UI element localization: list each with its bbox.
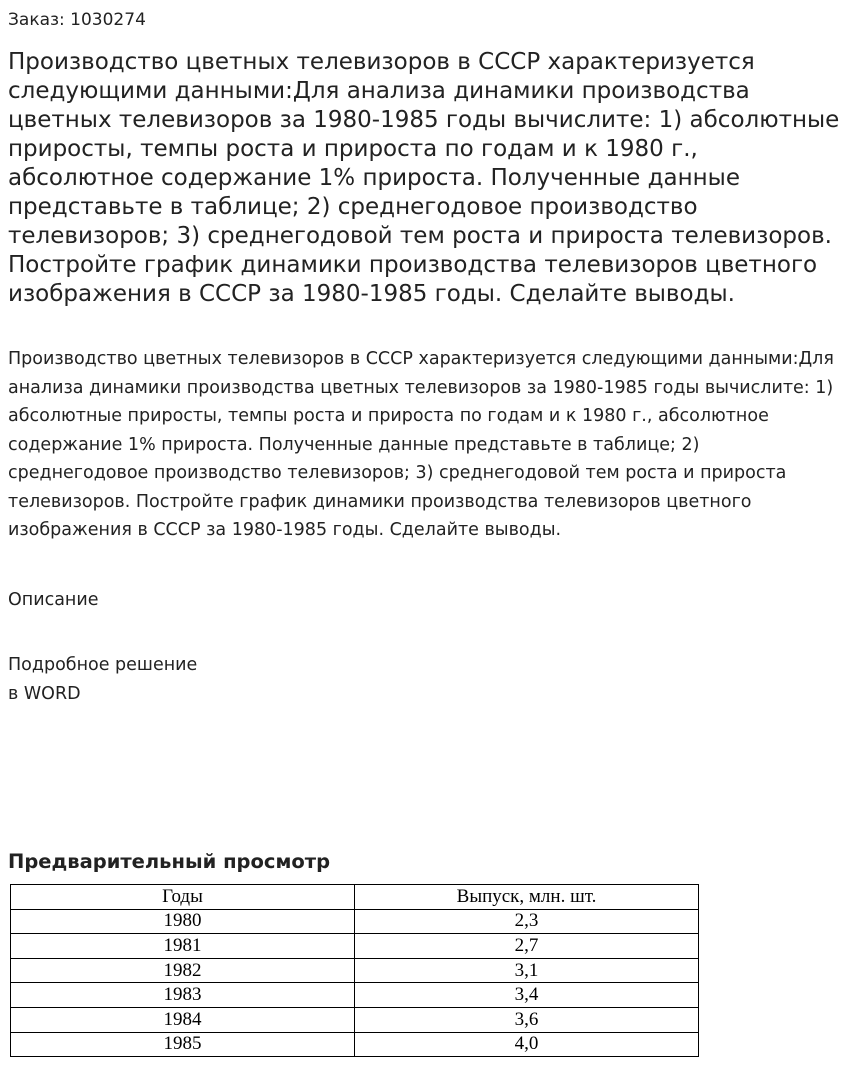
table-cell-year: 1985 bbox=[11, 1032, 355, 1057]
table-cell-output: 4,0 bbox=[355, 1032, 699, 1057]
table-header-output: Выпуск, млн. шт. bbox=[355, 885, 699, 910]
table-cell-output: 2,7 bbox=[355, 934, 699, 959]
table-row bbox=[11, 1007, 699, 1032]
task-title: Производство цветных телевизоров в СССР характеризуется следующими данными:Для анализа динамики производства цветных телевизоров за 1980-1985 годы вычислите: 1) абсолютные приросты, темпы роста и прироста по годам и к 1980 г., абсолютное содержание 1% прироста. Полученные данные представьте в таблице; 2) среднегодовое производство телевизоров; 3) среднегодовой тем роста и прироста телевизоров. Постройте график динамики производства телевизоров цветного изображения в СССР за 1980-1985 годы. Сделайте выводы. bbox=[8, 49, 840, 307]
table-cell-output: 3,4 bbox=[355, 983, 699, 1008]
table-cell-output: 3,6 bbox=[355, 1007, 699, 1032]
table-cell-year: 1981 bbox=[11, 934, 355, 959]
table-cell-year: 1980 bbox=[11, 909, 355, 934]
table-row bbox=[11, 909, 699, 934]
preview-table bbox=[10, 884, 699, 1057]
table-cell-year: 1982 bbox=[11, 958, 355, 983]
solution-line-2: в WORD bbox=[8, 683, 81, 704]
description-section-label: Описание bbox=[8, 590, 99, 610]
table-cell-output: 3,1 bbox=[355, 958, 699, 983]
solution-line-1: Подробное решение bbox=[8, 655, 198, 675]
preview-heading: Предварительный просмотр bbox=[8, 850, 331, 873]
table-cell-year: 1984 bbox=[11, 1007, 355, 1032]
order-number: Заказ: 1030274 bbox=[8, 10, 146, 30]
table-row bbox=[11, 958, 699, 983]
solution-format bbox=[8, 651, 197, 708]
table-cell-year: 1983 bbox=[11, 983, 355, 1008]
table-row bbox=[11, 983, 699, 1008]
task-description: Производство цветных телевизоров в СССР характеризуется следующими данными:Для анализа динамики производства цветных телевизоров за 1980-1985 годы вычислите: 1) абсолютные приросты, темпы роста и прироста по годам и к 1980 г., абсолютное содержание 1% прироста. Полученные данные представьте в таблице; 2) среднегодовое производство телевизоров; 3) среднегодовой тем роста и прироста телевизоров. Постройте график динамики производства телевизоров цветного изображения в СССР за 1980-1985 годы. Сделайте выводы. bbox=[8, 349, 834, 540]
table-header-years: Годы bbox=[11, 885, 355, 910]
table-row bbox=[11, 1032, 699, 1057]
table-cell-output: 2,3 bbox=[355, 909, 699, 934]
table-header-row bbox=[11, 885, 699, 910]
table-row bbox=[11, 934, 699, 959]
